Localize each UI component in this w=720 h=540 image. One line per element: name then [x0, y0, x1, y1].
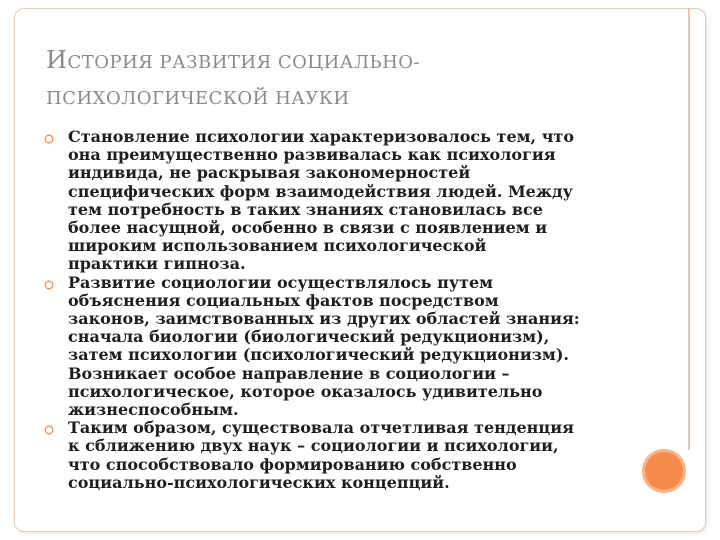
- title-line-2: ПСИХОЛОГИЧЕСКОЙ НАУКИ: [46, 88, 350, 109]
- title-line-1-text: СТОРИЯ РАЗВИТИЯ СОЦИАЛЬНО-: [67, 52, 421, 73]
- circle-outline-icon: [44, 425, 54, 435]
- bullet-list: [44, 128, 634, 492]
- bullet-item-1: [44, 128, 634, 274]
- orange-circle-decoration: [642, 449, 686, 493]
- bullet-text-1: Становление психологии характеризовалось тем, что она преимущественно развивалась как психология индивида, не раскрывая закономерностей специфических форм взаимодействия людей. Между тем потребность в таких знаниях становилась все более насущной, особенно в связи с появлением и широким использованием психологической практики гипноза.: [68, 127, 574, 274]
- circle-outline-icon: [44, 280, 54, 290]
- slide-title: [46, 42, 646, 117]
- bullet-text-3: Таким образом, существовала отчетливая тенденция к сближению двух наук – социологии и психологии, что способствовало формированию собственно социально-психологических концепций.: [68, 418, 574, 492]
- bullet-item-2: [44, 274, 634, 420]
- title-line-1: [46, 42, 646, 81]
- bullet-text-2: Развитие социологии осуществлялось путем объяснения социальных фактов посредством законов, заимствованных из других областей знания: сначала биологии (биологический редукционизм), затем психологии (психологический редукционизм). Возникает особое направление в социологии – психологическое, которое оказалось удивительно жизнеспособным.: [68, 272, 580, 420]
- circle-outline-icon: [44, 134, 54, 144]
- bullet-item-3: [44, 419, 634, 492]
- title-initial-capital: И: [46, 46, 68, 74]
- right-accent-rule: [688, 8, 690, 450]
